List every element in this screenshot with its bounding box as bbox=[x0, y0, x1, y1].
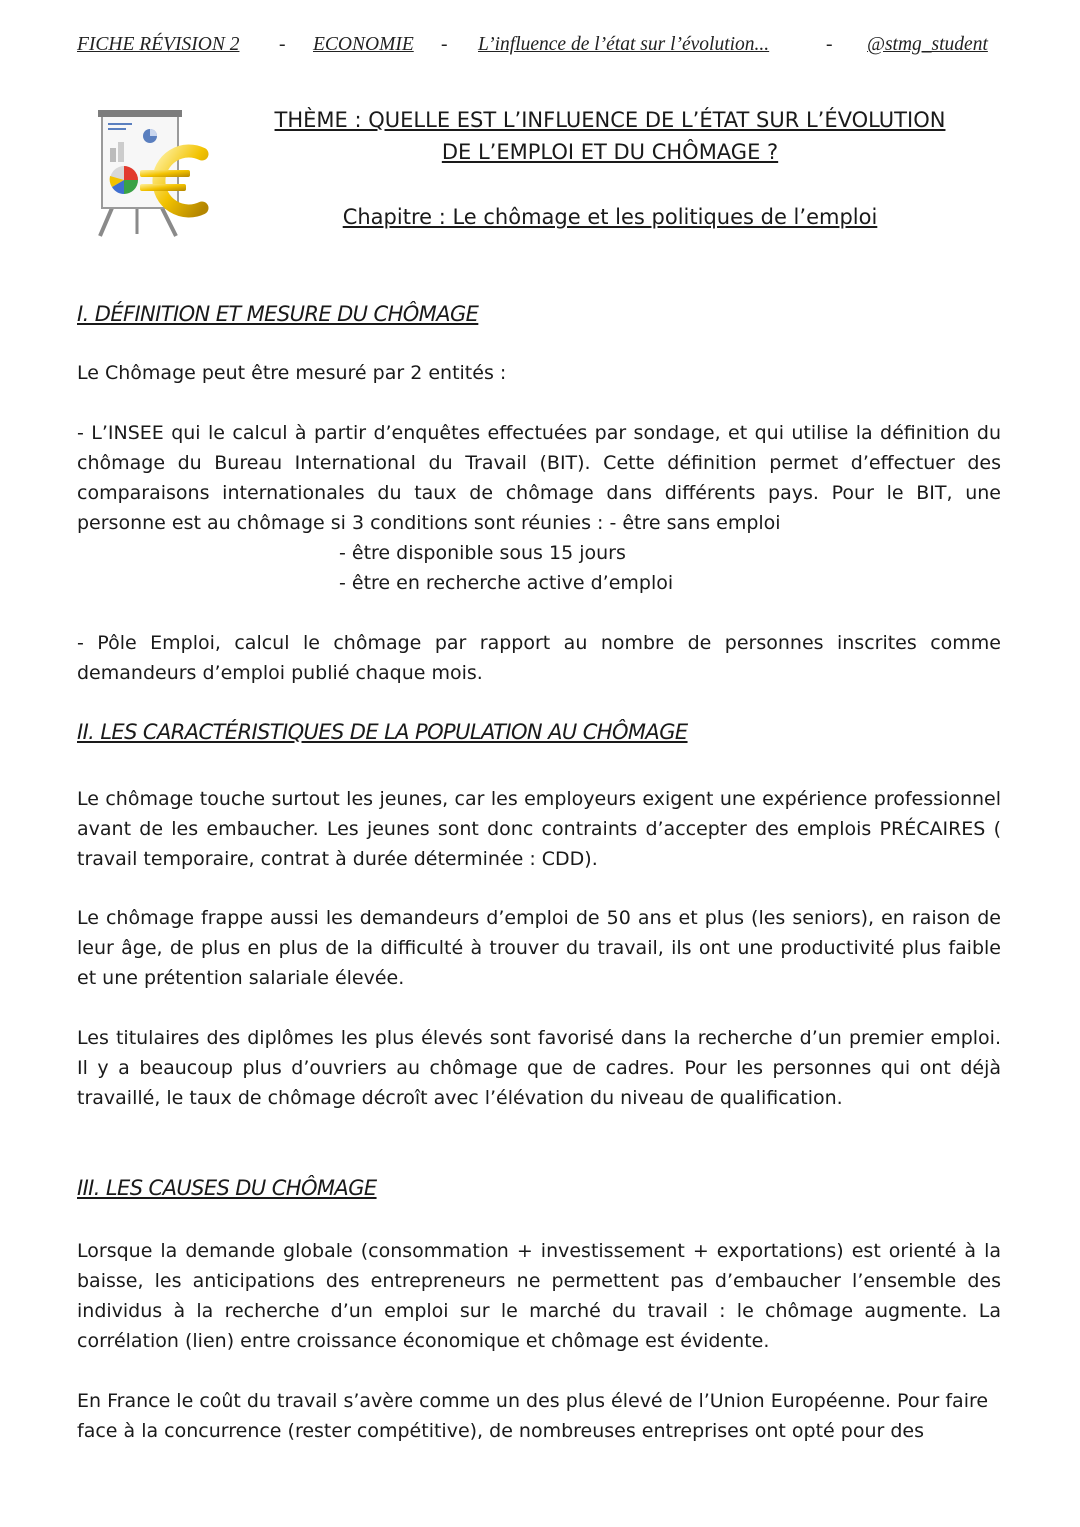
page-header bbox=[77, 34, 1004, 64]
section-3-paragraph-2: En France le coût du travail s’avère comme un des plus élevé de l’Union Européenne. Pour faire face à la concurrence (rester compétitive), de nombreuses entreprises ont opté pour des bbox=[77, 1390, 989, 1442]
bit-condition-3: - être en recherche active d’emploi bbox=[339, 572, 674, 594]
section-2-paragraph-3: Les titulaires des diplômes les plus élevés sont favorisé dans la recherche d’un premier emploi. Il y a beaucoup plus d’ouvriers au chômage que de cadres. Pour les personnes qui ont déjà travaillé, le taux de chômage décroît avec l’élévation du niveau de qualification. bbox=[77, 1027, 1001, 1109]
header-topic: L’influence de l’état sur l’évolution... bbox=[478, 34, 770, 55]
bit-condition-2: - être disponible sous 15 jours bbox=[339, 542, 626, 564]
section-1-pole-emploi: - Pôle Emploi, calcul le chômage par rapport au nombre de personnes inscrites comme demandeurs d’emploi publié chaque mois. bbox=[77, 632, 1001, 684]
header-fiche: FICHE RÉVISION 2 bbox=[77, 34, 240, 55]
section-1-intro: Le Chômage peut être mesuré par 2 entités : bbox=[77, 362, 507, 384]
chapter-title: Chapitre : Le chômage et les politiques de l’emploi bbox=[342, 205, 878, 229]
header-separator: - bbox=[441, 34, 448, 55]
chart-board-euro-icon bbox=[92, 108, 220, 240]
header-separator: - bbox=[279, 34, 286, 55]
header-handle: @stmg_student bbox=[867, 34, 988, 55]
theme-title-line1: THÈME : QUELLE EST L’INFLUENCE DE L’ÉTAT SUR L’ÉVOLUTION bbox=[274, 108, 946, 132]
section-3-paragraph-1: Lorsque la demande globale (consommation + investissement + exportations) est orienté à la baisse, les anticipations des entrepreneurs ne permettent pas d’embaucher l’ensemble des individus à la recherche d’un emploi sur le marché du travail : le chômage augmente. La corrélation (lien) entre croissance économique et chômage est évidente. bbox=[77, 1240, 1001, 1352]
section-2-paragraph-1: Le chômage touche surtout les jeunes, car les employeurs exigent une expérience professionnel avant de les embaucher. Les jeunes sont donc contraints d’accepter des emplois PRÉCAIRES ( travail temporaire, contrat à durée déterminée : CDD). bbox=[77, 788, 1001, 870]
section-2-paragraph-2: Le chômage frappe aussi les demandeurs d’emploi de 50 ans et plus (les seniors), en raison de leur âge, de plus en plus de la difficulté à trouver du travail, ils ont une productivité plus faible et une prétention salariale élevée. bbox=[77, 907, 1001, 989]
section-title-1: I. DÉFINITION ET MESURE DU CHÔMAGE bbox=[77, 302, 479, 326]
section-1-insee: - L’INSEE qui le calcul à partir d’enquêtes effectuées par sondage, et qui utilise la définition du chômage du Bureau International du Travail (BIT). Cette définition permet d’effectuer des comparaisons internationales du taux de chômage dans différents pays. Pour le BIT, une personne est au chômage si 3 conditions sont réunies : - être sans emploi bbox=[77, 422, 1001, 534]
section-title-3: III. LES CAUSES DU CHÔMAGE bbox=[77, 1176, 377, 1200]
theme-title-line2: DE L’EMPLOI ET DU CHÔMAGE ? bbox=[441, 140, 779, 164]
header-subject: ECONOMIE bbox=[313, 34, 414, 55]
section-title-2: II. LES CARACTÉRISTIQUES DE LA POPULATION AU CHÔMAGE bbox=[77, 720, 688, 744]
header-separator: - bbox=[826, 34, 833, 55]
